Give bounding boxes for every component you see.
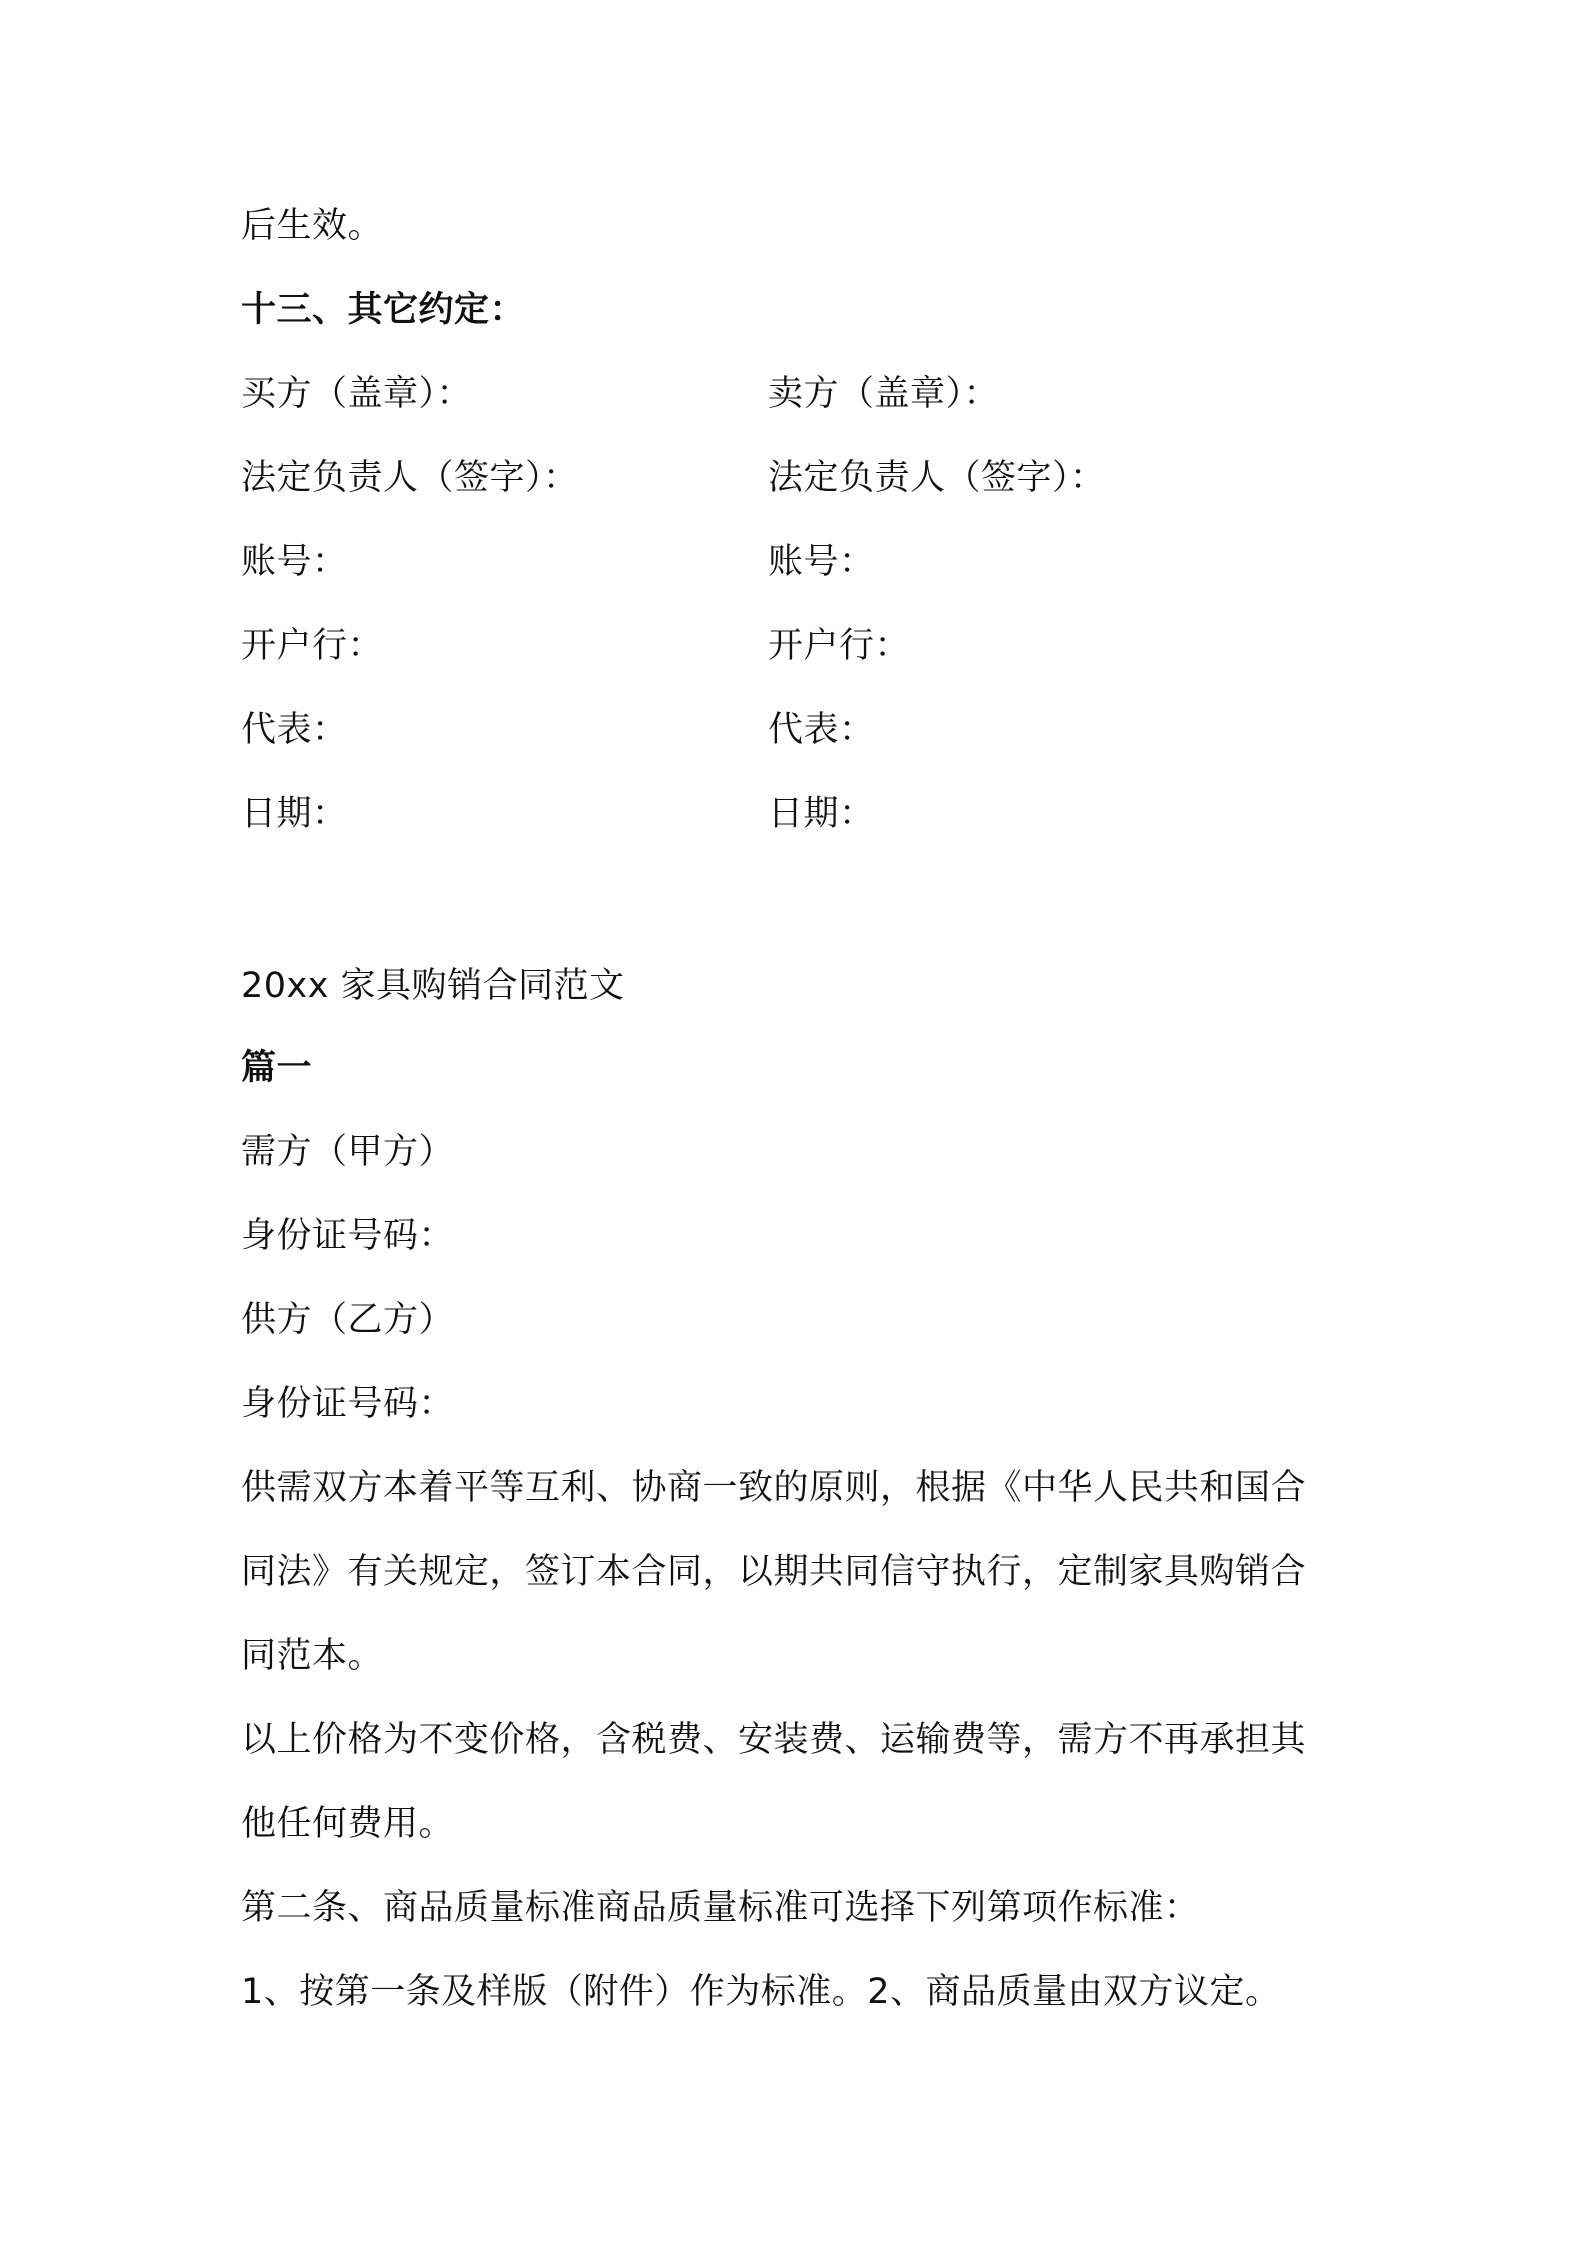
section-13-heading: 十三、其它约定：	[241, 290, 526, 330]
intro-paragraph-line-2: 同法》有关规定，签订本合同，以期共同信守执行，定制家具购销合	[241, 1552, 1307, 1592]
buyer-date-label: 日期：	[241, 794, 348, 834]
intro-paragraph-line-3: 同范本。	[241, 1636, 384, 1676]
intro-paragraph-line-1: 供需双方本着平等互利、协商一致的原则，根据《中华人民共和国合	[241, 1468, 1307, 1508]
seller-date-label: 日期：	[768, 794, 875, 834]
party-b-id-label: 身份证号码：	[241, 1384, 455, 1424]
seller-legal-rep-label: 法定负责人（签字）：	[768, 458, 1106, 498]
contract-title: 20xx 家具购销合同范文	[241, 966, 625, 1006]
buyer-seal-label: 买方（盖章）：	[241, 374, 473, 414]
buyer-bank-label: 开户行：	[241, 626, 384, 666]
article-2-items: 1、按第一条及样版（附件）作为标准。2、商品质量由双方议定。	[241, 1972, 1281, 2012]
seller-representative-label: 代表：	[768, 710, 875, 750]
seller-seal-label: 卖方（盖章）：	[768, 374, 1000, 414]
buyer-representative-label: 代表：	[241, 710, 348, 750]
seller-bank-label: 开户行：	[768, 626, 911, 666]
party-a-id-label: 身份证号码：	[241, 1216, 455, 1256]
buyer-account-label: 账号：	[241, 542, 348, 582]
part-heading: 篇一	[241, 1048, 313, 1088]
price-paragraph-line-2: 他任何费用。	[241, 1804, 455, 1844]
buyer-legal-rep-label: 法定负责人（签字）：	[241, 458, 579, 498]
party-a-label: 需方（甲方）	[241, 1132, 455, 1172]
party-b-label: 供方（乙方）	[241, 1300, 455, 1340]
price-paragraph-line-1: 以上价格为不变价格，含税费、安装费、运输费等，需方不再承担其	[241, 1720, 1307, 1760]
continuation-text: 后生效。	[241, 206, 384, 246]
article-2-heading: 第二条、商品质量标准商品质量标准可选择下列第项作标准：	[241, 1888, 1200, 1928]
seller-account-label: 账号：	[768, 542, 875, 582]
